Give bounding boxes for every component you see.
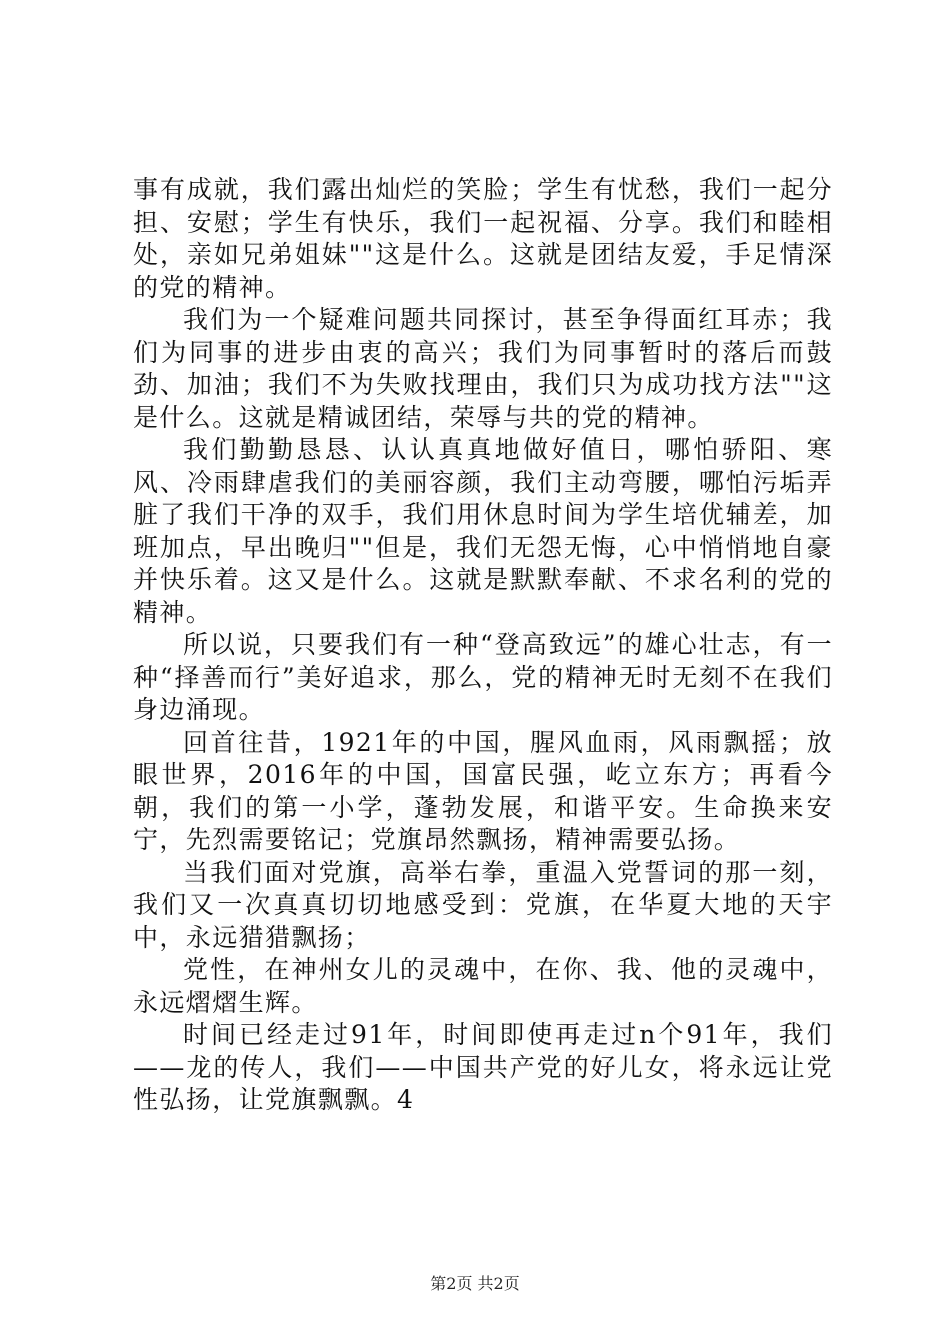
- paragraph-4: 所以说，只要我们有一种“登高致远”的雄心壮志，有一种“择善而行”美好追求，那么，党的精神无时无刻不在我们身边涌现。: [133, 630, 833, 724]
- page-indicator: 第2页 共2页: [430, 1274, 520, 1293]
- document-body: [133, 174, 833, 1117]
- page-footer: [0, 1271, 950, 1294]
- paragraph-7: 党性，在神州女儿的灵魂中，在你、我、他的灵魂中，永远熠熠生辉。: [133, 955, 833, 1017]
- paragraph-6: 当我们面对党旗，高举右拳，重温入党誓词的那一刻，我们又一次真真切切地感受到：党旗，在华夏大地的天宇中，永远猎猎飘扬；: [133, 857, 833, 952]
- paragraph-8: 时间已经走过91年，时间即使再走过n个91年，我们——龙的传人，我们——中国共产党的好儿女，将永远让党性弘扬，让党旗飘飘。4: [133, 1020, 833, 1114]
- paragraph-2: 我们为一个疑难问题共同探讨，甚至争得面红耳赤；我们为同事的进步由衷的高兴；我们为同事暂时的落后而鼓劲、加油；我们不为失败找理由，我们只为成功找方法""这是什么。这就是精诚团结，荣辱与共的党的精神。: [133, 305, 833, 432]
- paragraph-5: 回首往昔，1921年的中国，腥风血雨，风雨飘摇；放眼世界，2016年的中国，国富民强，屹立东方；再看今朝，我们的第一小学，蓬勃发展，和谐平安。生命换来安宁，先烈需要铭记；党旗昂然飘扬，精神需要弘扬。: [133, 727, 833, 854]
- paragraph-1: 事有成就，我们露出灿烂的笑脸；学生有忧愁，我们一起分担、安慰；学生有快乐，我们一起祝福、分享。我们和睦相处，亲如兄弟姐妹""这是什么。这就是团结友爱，手足情深的党的精神。: [133, 175, 833, 302]
- paragraph-3: 我们勤勤恳恳、认认真真地做好值日，哪怕骄阳、寒风、冷雨肆虐我们的美丽容颜，我们主动弯腰，哪怕污垢弄脏了我们干净的双手，我们用休息时间为学生培优辅差，加班加点，早出晚归""但是，我们无怨无悔，心中悄悄地自豪并快乐着。这又是什么。这就是默默奉献、不求名利的党的精神。: [133, 435, 833, 627]
